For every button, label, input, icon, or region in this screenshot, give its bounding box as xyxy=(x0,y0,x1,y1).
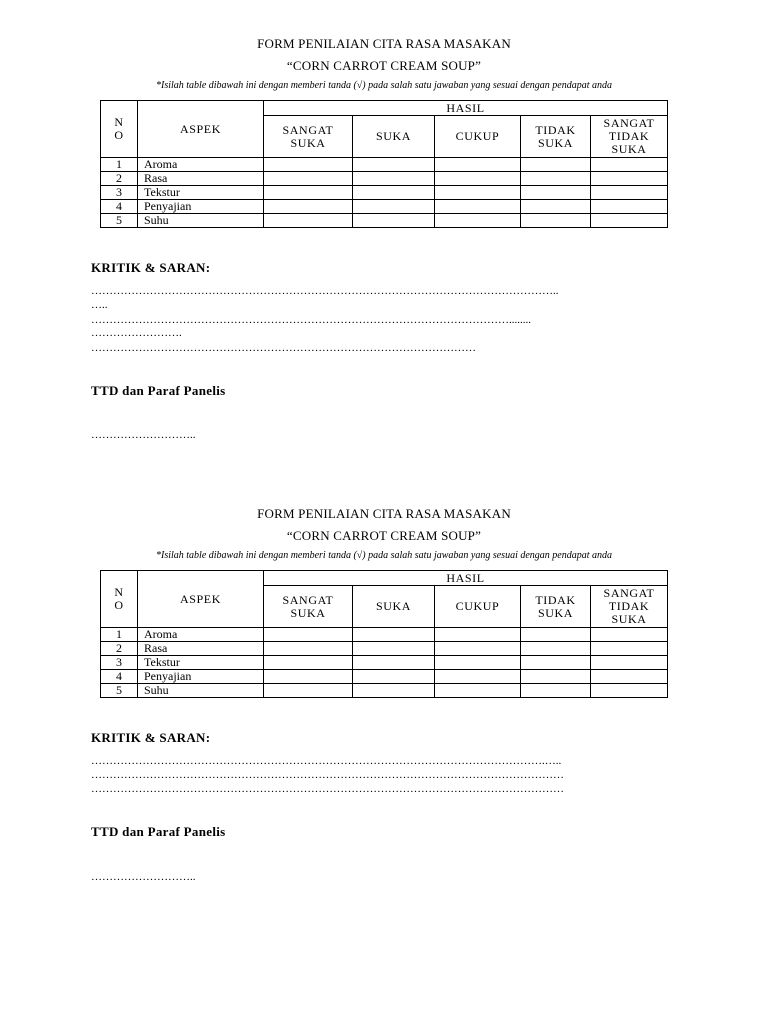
form-title: FORM PENILAIAN CITA RASA MASAKAN xyxy=(257,506,511,521)
rating-cell[interactable] xyxy=(435,158,521,172)
kritik-line[interactable]: …………………………………………………………………………………………………………….….. xyxy=(91,755,562,767)
row-aspect: Rasa xyxy=(138,172,264,186)
rating-cell[interactable] xyxy=(521,656,591,670)
rating-cell[interactable] xyxy=(435,214,521,228)
rating-cell[interactable] xyxy=(353,628,435,642)
table-row xyxy=(101,172,668,186)
signature-line[interactable]: ……………………….. xyxy=(91,871,196,883)
row-aspect: Aroma xyxy=(138,158,264,172)
kritik-saran-label: KRITIK & SARAN: xyxy=(91,260,211,275)
header-aspek: ASPEK xyxy=(138,571,264,628)
header-sangat-suka xyxy=(264,116,353,158)
rating-cell[interactable] xyxy=(591,684,668,698)
rating-cell[interactable] xyxy=(264,172,353,186)
rating-cell[interactable] xyxy=(264,656,353,670)
header-sangat-tidak-suka-text: SANGAT TIDAK SUKA xyxy=(603,586,655,626)
ttd-label: TTD dan Paraf Panelis xyxy=(91,824,226,839)
form-title: FORM PENILAIAN CITA RASA MASAKAN xyxy=(257,36,511,51)
table-row xyxy=(101,200,668,214)
rating-cell[interactable] xyxy=(353,684,435,698)
rating-table xyxy=(100,100,668,228)
rating-cell[interactable] xyxy=(435,670,521,684)
rating-cell[interactable] xyxy=(521,670,591,684)
rating-cell[interactable] xyxy=(521,684,591,698)
header-suka: SUKA xyxy=(353,116,435,158)
rating-cell[interactable] xyxy=(264,628,353,642)
rating-cell[interactable] xyxy=(591,186,668,200)
rating-cell[interactable] xyxy=(264,186,353,200)
row-aspect: Penyajian xyxy=(138,200,264,214)
table-row xyxy=(101,670,668,684)
row-aspect: Penyajian xyxy=(138,670,264,684)
form-instruction: *Isilah table dibawah ini dengan memberi tanda (√) pada salah satu jawaban yang sesuai dengan pendapat anda xyxy=(155,550,612,561)
kritik-line[interactable]: ………………………………………………………………………………………………………………… xyxy=(91,769,564,781)
row-aspect: Tekstur xyxy=(138,656,264,670)
table-row xyxy=(101,628,668,642)
header-cukup: CUKUP xyxy=(435,586,521,628)
rating-cell[interactable] xyxy=(353,158,435,172)
table-row xyxy=(101,656,668,670)
rating-cell[interactable] xyxy=(591,172,668,186)
header-sangat-tidak-suka xyxy=(591,586,668,628)
rating-cell[interactable] xyxy=(591,628,668,642)
header-sangat-tidak-suka-text: SANGAT TIDAK SUKA xyxy=(603,116,655,156)
table-row xyxy=(101,158,668,172)
rating-cell[interactable] xyxy=(353,214,435,228)
header-tidak-suka-text: TIDAK SUKA xyxy=(535,122,576,150)
header-no xyxy=(101,101,138,158)
rating-table xyxy=(100,570,668,698)
header-tidak-suka xyxy=(521,116,591,158)
rating-cell[interactable] xyxy=(521,186,591,200)
rating-cell[interactable] xyxy=(435,200,521,214)
form-subtitle: “CORN CARROT CREAM SOUP” xyxy=(286,58,482,73)
form-subtitle: “CORN CARROT CREAM SOUP” xyxy=(286,528,482,543)
rating-cell[interactable] xyxy=(591,158,668,172)
ttd-label: TTD dan Paraf Panelis xyxy=(91,383,226,398)
table-row xyxy=(101,642,668,656)
header-no-text: N O xyxy=(114,585,124,612)
rating-cell[interactable] xyxy=(521,172,591,186)
kritik-line[interactable]: ….. xyxy=(91,299,108,311)
rating-cell[interactable] xyxy=(264,670,353,684)
row-aspect: Aroma xyxy=(138,628,264,642)
rating-cell[interactable] xyxy=(435,684,521,698)
header-aspek: ASPEK xyxy=(138,101,264,158)
row-aspect: Suhu xyxy=(138,684,264,698)
header-hasil: HASIL xyxy=(264,571,668,586)
row-number: 5 xyxy=(101,214,138,228)
header-tidak-suka-text: TIDAK SUKA xyxy=(535,592,576,620)
rating-cell[interactable] xyxy=(591,214,668,228)
form-instruction: *Isilah table dibawah ini dengan memberi tanda (√) pada salah satu jawaban yang sesuai dengan pendapat anda xyxy=(155,80,612,91)
rating-cell[interactable] xyxy=(521,158,591,172)
rating-cell[interactable] xyxy=(353,172,435,186)
row-number: 2 xyxy=(101,172,138,186)
header-hasil: HASIL xyxy=(264,101,668,116)
kritik-saran-label: KRITIK & SARAN: xyxy=(91,730,211,745)
header-suka: SUKA xyxy=(353,586,435,628)
rating-cell[interactable] xyxy=(591,200,668,214)
header-no-text: N O xyxy=(114,115,124,142)
rating-cell[interactable] xyxy=(264,200,353,214)
header-sangat-suka-text: SANGAT SUKA xyxy=(282,592,334,620)
header-sangat-suka xyxy=(264,586,353,628)
rating-cell[interactable] xyxy=(521,214,591,228)
rating-cell[interactable] xyxy=(435,642,521,656)
row-number: 4 xyxy=(101,200,138,214)
row-number: 5 xyxy=(101,684,138,698)
rating-cell[interactable] xyxy=(591,670,668,684)
rating-cell[interactable] xyxy=(591,642,668,656)
table-row xyxy=(101,684,668,698)
header-sangat-tidak-suka xyxy=(591,116,668,158)
rating-cell[interactable] xyxy=(264,214,353,228)
table-row xyxy=(101,186,668,200)
kritik-line[interactable]: ……………………. xyxy=(91,327,182,339)
rating-cell[interactable] xyxy=(353,656,435,670)
header-tidak-suka xyxy=(521,586,591,628)
kritik-line[interactable]: ……………………………………………………………………………………………………........ xyxy=(91,314,531,326)
header-sangat-suka-text: SANGAT SUKA xyxy=(282,122,334,150)
row-number: 3 xyxy=(101,656,138,670)
rating-cell[interactable] xyxy=(521,200,591,214)
header-no xyxy=(101,571,138,628)
row-number: 4 xyxy=(101,670,138,684)
row-aspect: Suhu xyxy=(138,214,264,228)
row-number: 1 xyxy=(101,628,138,642)
rating-cell[interactable] xyxy=(264,642,353,656)
kritik-line[interactable]: ……………………………………………………………………………………………………………….. xyxy=(91,285,559,297)
row-aspect: Rasa xyxy=(138,642,264,656)
rating-cell[interactable] xyxy=(435,656,521,670)
kritik-line[interactable]: …………………………………………………………………………………………… xyxy=(91,342,476,354)
rating-cell[interactable] xyxy=(353,642,435,656)
rating-cell[interactable] xyxy=(591,656,668,670)
signature-line[interactable]: ……………………….. xyxy=(91,429,196,441)
rating-cell[interactable] xyxy=(353,186,435,200)
row-number: 3 xyxy=(101,186,138,200)
row-number: 2 xyxy=(101,642,138,656)
rating-cell[interactable] xyxy=(264,158,353,172)
row-aspect: Tekstur xyxy=(138,186,264,200)
table-row xyxy=(101,214,668,228)
rating-cell[interactable] xyxy=(435,186,521,200)
rating-cell[interactable] xyxy=(435,172,521,186)
rating-cell[interactable] xyxy=(264,684,353,698)
rating-cell[interactable] xyxy=(521,642,591,656)
kritik-line[interactable]: ………………………………………………………………………………………………………………… xyxy=(91,783,564,795)
row-number: 1 xyxy=(101,158,138,172)
rating-cell[interactable] xyxy=(435,628,521,642)
rating-cell[interactable] xyxy=(353,670,435,684)
header-cukup: CUKUP xyxy=(435,116,521,158)
rating-cell[interactable] xyxy=(521,628,591,642)
rating-cell[interactable] xyxy=(353,200,435,214)
